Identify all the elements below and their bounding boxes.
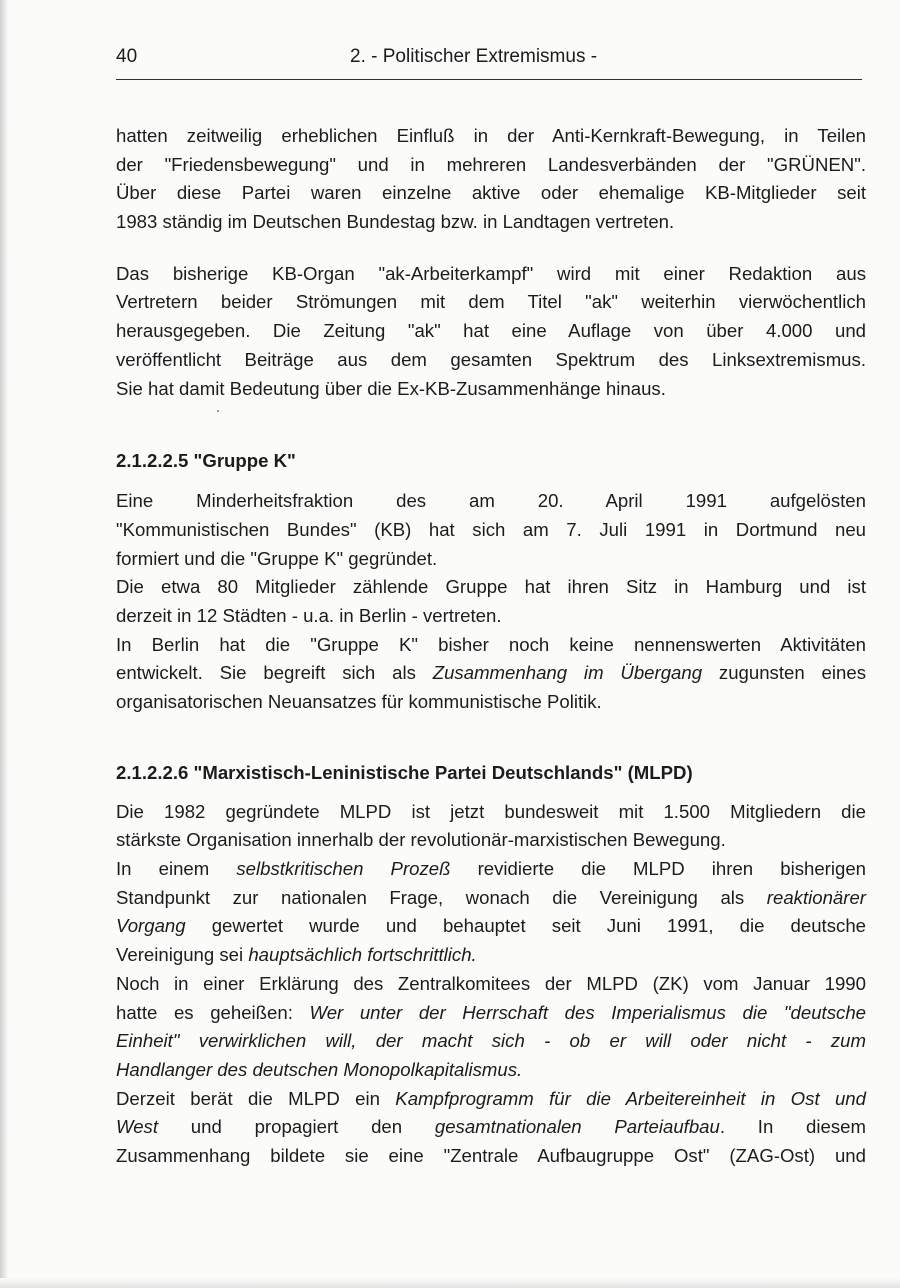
italic-text: Vorgang [116, 915, 186, 937]
text-line [116, 826, 866, 855]
text-segment: In einem [116, 858, 237, 880]
text-segment: Eine Minderheitsfraktion des am 20. April 1991 aufgelösten [116, 490, 866, 512]
italic-text: Zusammenhang im Übergang [432, 662, 703, 684]
text-line [116, 798, 866, 827]
text-line [116, 999, 866, 1028]
paragraph [116, 122, 866, 237]
text-segment: Derzeit berät die MLPD ein [116, 1087, 396, 1109]
text-segment: Noch in einer Erklärung des Zentralkomitees der MLPD (ZK) vom Januar 1990 [116, 972, 866, 994]
text-segment: herausgegeben. Die Zeitung "ak" hat eine Auflage von über 4.000 und [116, 320, 866, 342]
text-segment: Über diese Partei waren einzelne aktive oder ehemalige KB-Mitglieder seit [116, 182, 866, 204]
text-line [116, 151, 866, 180]
text-segment: und propagiert den [158, 1116, 435, 1138]
italic-text: Handlanger des deutschen Monopolkapitalismus. [116, 1058, 523, 1080]
text-line [116, 688, 866, 717]
text-segment: der "Friedensbewegung" und in mehreren Landesverbänden der "GRÜNEN". [116, 153, 866, 175]
header-rule [116, 79, 862, 80]
text-segment: gewertet wurde und behauptet seit Juni 1991, die deutsche [185, 915, 866, 937]
text-line [116, 516, 866, 545]
text-line [116, 573, 866, 602]
text-line [116, 1085, 866, 1114]
text-line [116, 1113, 866, 1142]
paragraph [116, 487, 866, 717]
text-line [116, 346, 866, 375]
text-line [116, 1027, 866, 1056]
page-number: 40 [116, 46, 138, 67]
text-line [116, 631, 866, 660]
text-segment: Die etwa 80 Mitglieder zählende Gruppe hat ihren Sitz in Hamburg und ist [116, 576, 866, 598]
text-segment: hatten zeitweilig erheblichen Einfluß in der Anti-Kernkraft-Bewegung, in Teilen [116, 125, 866, 146]
italic-text: West [116, 1116, 159, 1138]
text-segment: organisatorischen Neuansatzes für kommunistische Politik. [116, 691, 602, 712]
text-segment: In Berlin hat die "Gruppe K" bisher noch keine nennenswerten Aktivitäten [116, 633, 866, 655]
text-line [116, 317, 866, 346]
section-heading: 2.1.2.2.6 "Marxistisch-Leninistische Partei Deutschlands" (MLPD) [116, 761, 693, 783]
text-segment: Vertretern beider Strömungen mit dem Titel "ak" weiterhin vierwöchentlich [116, 291, 866, 313]
text-segment: zugunsten eines [702, 662, 866, 684]
text-segment: Zusammenhang bildete sie eine "Zentrale Aufbaugruppe Ost" (ZAG-Ost) und [116, 1144, 866, 1166]
text-line [116, 970, 866, 999]
text-line [116, 288, 866, 317]
text-segment: entwickelt. Sie begreift sich als [116, 662, 433, 684]
text-segment: "Kommunistischen Bundes" (KB) hat sich am 7. Juli 1991 in Dortmund neu [116, 518, 866, 540]
text-segment: . In diesem [719, 1116, 866, 1138]
text-line [116, 855, 866, 884]
text-line [116, 659, 866, 688]
text-line [116, 487, 866, 516]
text-segment: Die 1982 gegründete MLPD ist jetzt bundesweit mit 1.500 Mitgliedern die [116, 800, 866, 822]
paragraph [116, 260, 866, 403]
text-line [116, 1056, 866, 1085]
scan-edge-bottom [0, 1278, 900, 1288]
text-segment: 1983 ständig im Deutschen Bundestag bzw. in Landtagen vertreten. [116, 211, 675, 233]
italic-text: Einheit" verwirklichen will, der macht sich - ob er will oder nicht - zum [116, 1030, 866, 1052]
text-line [116, 602, 866, 631]
text-line [116, 260, 866, 289]
section-heading: 2.1.2.2.5 "Gruppe K" [116, 450, 296, 472]
italic-text: hauptsächlich fortschrittlich. [248, 944, 477, 966]
italic-text: reaktionärer [766, 886, 866, 908]
text-line [116, 941, 866, 970]
text-segment: stärkste Organisation innerhalb der revolutionär-marxistischen Bewegung. [116, 829, 726, 851]
text-line [116, 179, 866, 208]
document-body [116, 122, 866, 1171]
paragraph [116, 798, 866, 1171]
text-line [116, 1142, 866, 1171]
text-segment: hatte es geheißen: [116, 1001, 310, 1023]
text-segment: derzeit in 12 Städten - u.a. in Berlin - vertreten. [116, 604, 502, 626]
text-segment: formiert und die "Gruppe K" gegründet. [116, 547, 438, 569]
text-line [116, 208, 866, 237]
scan-edge-left [0, 0, 8, 1288]
text-segment: Standpunkt zur nationalen Frage, wonach die Vereinigung als [116, 886, 767, 908]
italic-text: gesamtnationalen Parteiaufbau [434, 1116, 720, 1138]
text-line [116, 545, 866, 574]
italic-text: Kampfprogramm für die Arbeitereinheit in Ost und [395, 1087, 866, 1109]
text-segment: Vereinigung sei [116, 944, 249, 966]
text-line [116, 122, 866, 151]
text-line [116, 912, 866, 941]
italic-text: selbstkritischen Prozeß [236, 858, 451, 880]
italic-text: Wer unter der Herrschaft des Imperialismus die "deutsche [309, 1001, 866, 1023]
text-line [116, 375, 866, 404]
text-segment: veröffentlicht Beiträge aus dem gesamten Spektrum des Linksextremismus. [116, 348, 866, 370]
text-segment: revidierte die MLPD ihren bisherigen [450, 858, 867, 880]
text-segment: Sie hat damit Bedeutung über die Ex-KB-Zusammenhänge hinaus. [116, 377, 666, 399]
text-line [116, 884, 866, 913]
running-title: 2. - Politischer Extremismus - [350, 46, 598, 67]
text-segment: Das bisherige KB-Organ "ak-Arbeiterkampf" wird mit einer Redaktion aus [116, 262, 866, 284]
